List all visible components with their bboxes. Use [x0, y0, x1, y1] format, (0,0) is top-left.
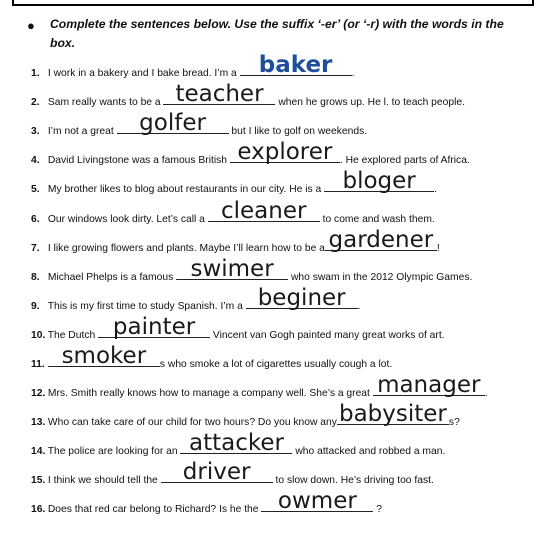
answer-blank[interactable]	[208, 198, 320, 224]
item-number: 10.	[31, 330, 46, 341]
answer-blank[interactable]	[325, 227, 437, 253]
handwritten-answer: owmer	[277, 488, 357, 514]
item-number: 11.	[31, 359, 45, 370]
sentence-after: who attacked and robbed a man.	[292, 446, 446, 457]
sentence-after: .	[434, 184, 437, 195]
answer-blank[interactable]	[117, 110, 229, 136]
exercise-item	[31, 227, 536, 259]
sentence-after: to slow down. He’s driving too fast.	[272, 475, 434, 486]
answer-blank[interactable]	[246, 285, 358, 311]
sentence-before: I’m not a great	[47, 126, 117, 137]
answer-blank[interactable]	[176, 256, 288, 282]
handwritten-answer: driver	[182, 459, 251, 485]
handwritten-answer: smoker	[61, 343, 147, 369]
handwritten-answer: gardener	[328, 227, 434, 253]
sentence-before: Michael Phelps is a famous	[47, 272, 177, 283]
item-number: 15.	[31, 475, 46, 486]
handwritten-answer: attacker	[188, 430, 284, 456]
item-number: 13.	[31, 417, 46, 428]
sentence-before: This is my first time to study Spanish. I’m a	[47, 301, 246, 312]
item-number: 9.	[31, 301, 40, 312]
handwritten-answer: painter	[112, 314, 196, 340]
sentence-after: .	[484, 388, 488, 399]
bullet-icon: ●	[27, 18, 35, 33]
item-number: 7.	[31, 243, 40, 254]
sentence-after: .	[357, 301, 361, 312]
sentence-before: Does that red car belong to Richard? Is he the	[47, 504, 262, 515]
instructions-text: Complete the sentences below. Use the suffix ‘-er’ (or ‘-r) with the words in the box.	[50, 17, 504, 50]
answer-blank[interactable]	[324, 168, 434, 194]
instructions	[28, 15, 528, 53]
answer-blank[interactable]	[161, 459, 273, 485]
sentence-before: I like growing flowers and plants. Maybe I’ll learn how to be a	[47, 243, 325, 254]
sentence-before: I work in a bakery and I bake bread. I’m a	[47, 68, 240, 79]
answer-blank[interactable]	[163, 81, 275, 107]
handwritten-answer: baker	[258, 52, 333, 78]
handwritten-answer: babysiter	[338, 401, 447, 427]
handwritten-answer: swimer	[190, 256, 274, 282]
sentence-after: .	[351, 68, 355, 79]
item-number: 8.	[31, 272, 40, 283]
worksheet-box-border	[12, 0, 534, 6]
sentence-after: to come and wash them.	[319, 214, 435, 225]
exercise-item	[31, 81, 536, 113]
sentence-after: who swam in the 2012 Olympic Games.	[288, 272, 473, 283]
exercise-item	[31, 488, 536, 520]
sentence-after: when he grows up. He l. to teach people.	[275, 97, 465, 108]
sentence-after: ?	[373, 504, 382, 515]
sentence-after: but I like to golf on weekends.	[228, 126, 368, 137]
answer-blank[interactable]	[261, 488, 373, 514]
handwritten-answer: teacher	[175, 81, 264, 107]
item-number: 14.	[31, 446, 46, 457]
sentence-before: David Livingstone was a famous British	[47, 155, 230, 166]
answer-blank[interactable]	[240, 52, 352, 78]
item-number: 6.	[31, 214, 40, 225]
sentence-after: Vincent van Gogh painted many great works of art.	[210, 330, 445, 341]
handwritten-answer: beginer	[257, 285, 346, 311]
exercise-item	[31, 430, 536, 462]
answer-blank[interactable]	[230, 139, 340, 165]
answer-blank[interactable]	[337, 401, 449, 427]
exercise-item	[31, 139, 536, 171]
sentence-before: Our windows look dirty. Let’s call a	[47, 214, 208, 225]
item-number: 12.	[31, 388, 46, 399]
answer-blank[interactable]	[373, 372, 485, 398]
sentence-after: s who smoke a lot of cigarettes usually cough a lot.	[159, 359, 393, 370]
sentence-before: Sam really wants to be a	[47, 97, 164, 108]
handwritten-answer: manager	[377, 372, 481, 398]
sentence-before: The police are looking for an	[47, 446, 181, 457]
answer-blank[interactable]	[98, 314, 210, 340]
sentence-before: Who can take care of our child for two hours? Do you know any	[47, 417, 337, 428]
exercise-item	[31, 198, 536, 230]
handwritten-answer: cleaner	[221, 198, 307, 224]
handwritten-answer: bloger	[342, 168, 416, 194]
sentence-after: s?	[448, 417, 460, 428]
item-number: 5.	[31, 184, 40, 195]
sentence-before: My brother likes to blog about restaurants in our city. He is a	[47, 184, 325, 195]
exercise-item	[31, 52, 536, 84]
sentence-before: The Dutch	[47, 330, 99, 341]
handwritten-answer: explorer	[237, 139, 333, 165]
handwritten-answer: golfer	[139, 110, 206, 136]
answer-blank[interactable]	[180, 430, 292, 456]
item-number: 3.	[31, 126, 40, 137]
item-number: 1.	[31, 68, 40, 79]
sentence-after: . He explored parts of Africa.	[339, 155, 470, 166]
answer-blank[interactable]	[48, 343, 160, 369]
item-number: 16.	[31, 504, 46, 515]
item-number: 2.	[31, 97, 40, 108]
exercise-item	[31, 285, 536, 317]
sentence-before: Mrs. Smith really knows how to manage a company well. She’s a great	[47, 388, 373, 399]
item-number: 4.	[31, 155, 40, 166]
sentence-after: !	[436, 243, 440, 254]
exercise-item	[31, 168, 536, 200]
sentence-before: I think we should tell the	[47, 475, 161, 486]
exercise-item	[31, 372, 536, 404]
